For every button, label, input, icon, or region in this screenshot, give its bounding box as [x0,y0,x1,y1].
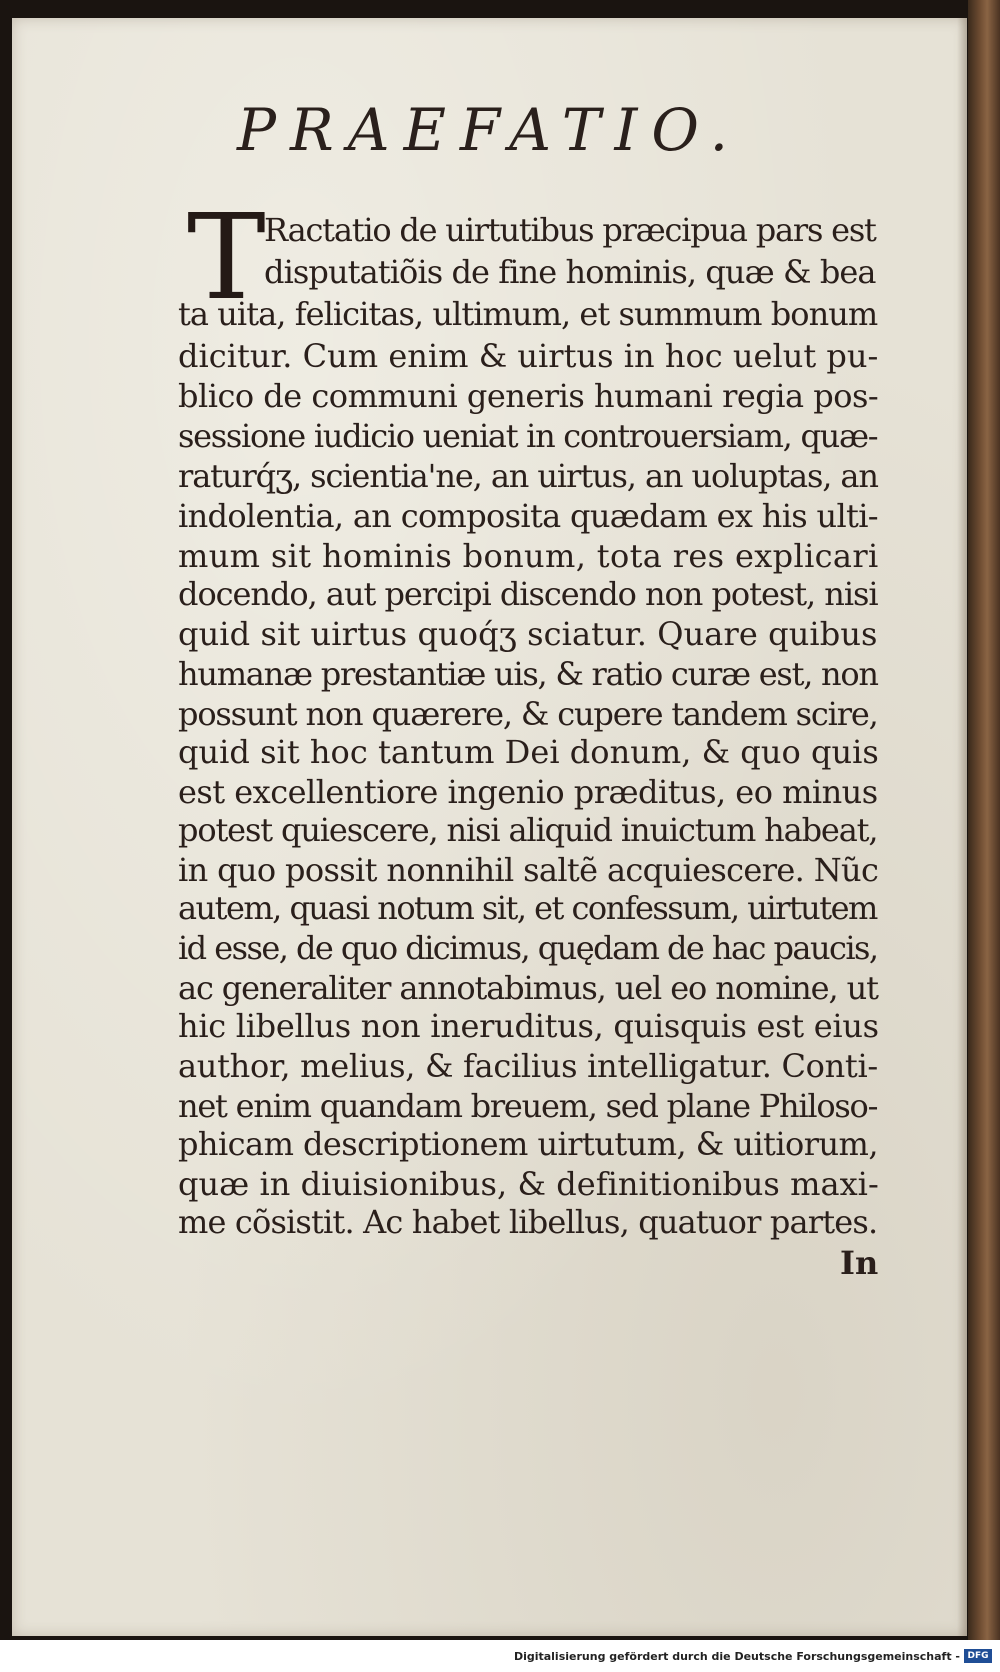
book-spine [968,0,1000,1640]
text-line: quid sit hoc tantum Dei donum, & quo quis [178,733,879,771]
text-line: ac generaliter annotabimus, uel eo nomine, ut [178,969,878,1007]
book-page [12,18,967,1636]
text-line: hic libellus non ineruditus, quisquis est eius [178,1007,879,1045]
text-line: me cõsistit. Ac habet libellus, quatuor partes. [178,1203,878,1241]
text-line: indolentia, an composita quædam ex his ulti- [178,497,878,535]
text-line: Ractatio de uirtutibus præcipua pars est [264,211,876,249]
text-line: blico de communi generis humani regia pos- [178,377,879,415]
text-line: net enim quandam breuem, sed plane Philoso- [178,1087,878,1125]
body-text [12,18,967,1636]
text-line: humanæ prestantiæ uis, & ratio curæ est, non [178,655,878,693]
text-line: disputatiõis de fine hominis, quæ & bea [264,253,876,291]
text-line: mum sit hominis bonum, tota res explicari [178,537,879,575]
text-line: ta uita, felicitas, ultimum, et summum bonum [178,295,878,333]
catchword: In [840,1244,879,1282]
text-line: phicam descriptionem uirtutum, & uitiorum, [178,1125,878,1163]
text-line: raturq́ʒ, scientia'ne, an uirtus, an uoluptas, an [178,457,878,495]
text-line: autem, quasi notum sit, et confessum, uirtutem [178,889,877,927]
text-line: potest quiescere, nisi aliquid inuictum habeat, [178,811,878,849]
text-line: docendo, aut percipi discendo non potest, nisi [178,575,878,613]
page-title: PRAEFATIO. [236,96,743,164]
text-line: author, melius, & facilius intelligatur. Conti- [178,1047,878,1085]
text-line: dicitur. Cum enim & uirtus in hoc uelut pu- [178,337,879,375]
funding-credit: Digitalisierung gefördert durch die Deutsche Forschungsgemeinschaft - [513,1650,960,1663]
text-line: quæ in diuisionibus, & definitionibus maxi- [178,1165,879,1203]
text-line: id esse, de quo dicimus, quędam de hac paucis, [178,929,878,967]
text-line: est excellentiore ingenio præditus, eo minus [178,773,878,811]
text-line: possunt non quærere, & cupere tandem scire, [178,695,878,733]
footer-bar [0,1640,1000,1672]
drop-cap-initial: T [187,188,266,326]
text-line: quid sit uirtus quoq́ʒ sciatur. Quare quibus [178,615,878,653]
dfg-logo-icon: DFG [964,1649,992,1663]
text-line: sessione iudicio ueniat in controuersiam, quæ- [178,417,878,455]
text-line: in quo possit nonnihil saltẽ acquiescere. Nũc [178,851,879,889]
